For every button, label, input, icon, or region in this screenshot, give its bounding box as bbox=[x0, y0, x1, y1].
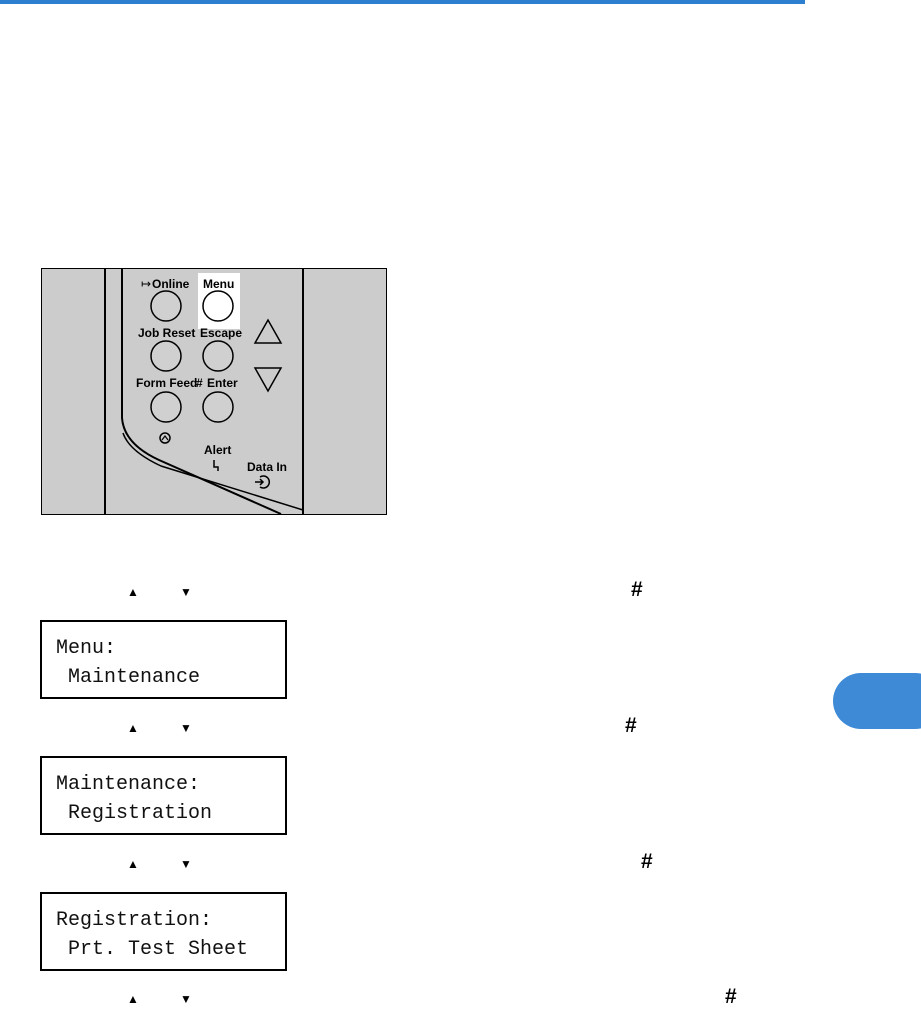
label-job-reset: Job Reset bbox=[138, 326, 196, 340]
hash-key-icon: # bbox=[631, 578, 643, 601]
label-online: Online bbox=[152, 277, 190, 291]
job-reset-button[interactable] bbox=[151, 341, 181, 371]
up-arrow-icon: ▲ bbox=[127, 585, 139, 599]
label-enter: Enter bbox=[207, 376, 238, 390]
down-arrow-icon: ▼ bbox=[180, 857, 192, 871]
down-arrow-icon: ▼ bbox=[180, 585, 192, 599]
up-arrow-icon: ▲ bbox=[127, 721, 139, 735]
label-form-feed: Form Feed bbox=[136, 376, 198, 390]
up-arrow-icon: ▲ bbox=[127, 992, 139, 1006]
label-data-in: Data In bbox=[247, 460, 288, 474]
step-instruction bbox=[0, 850, 805, 875]
hash-key-icon: # bbox=[725, 985, 737, 1008]
control-panel-illustration bbox=[41, 268, 387, 515]
label-alert: Alert bbox=[204, 443, 232, 457]
label-menu: Menu bbox=[203, 277, 235, 291]
escape-button[interactable] bbox=[203, 341, 233, 371]
form-feed-button[interactable] bbox=[151, 392, 181, 422]
lcd-line-1: Maintenance: bbox=[56, 773, 201, 796]
menu-button[interactable] bbox=[203, 291, 233, 321]
up-arrow-icon: ▲ bbox=[127, 857, 139, 871]
step-instruction bbox=[0, 714, 805, 739]
down-arrow-icon: ▼ bbox=[180, 992, 192, 1006]
down-arrow-icon: ▼ bbox=[180, 721, 192, 735]
label-escape: Escape bbox=[200, 326, 243, 340]
lcd-line-2: Prt. Test Sheet bbox=[56, 938, 249, 961]
hash-key-icon: # bbox=[641, 850, 653, 873]
label-enter-hash: # bbox=[196, 376, 203, 390]
lcd-line-2: Registration bbox=[56, 802, 213, 825]
step-instruction bbox=[0, 985, 805, 1010]
step-instruction bbox=[0, 578, 805, 603]
header-rule bbox=[0, 0, 805, 4]
online-button[interactable] bbox=[151, 291, 181, 321]
online-arrow-icon: ↦ bbox=[141, 277, 152, 291]
lcd-line-1: Menu: bbox=[56, 637, 117, 660]
lcd-line-2: Maintenance bbox=[56, 666, 201, 689]
hash-key-icon: # bbox=[625, 714, 637, 737]
lcd-line-1: Registration: bbox=[56, 909, 213, 932]
lcd-display bbox=[40, 620, 287, 699]
lcd-display bbox=[40, 756, 287, 835]
enter-button[interactable] bbox=[203, 392, 233, 422]
chapter-tab bbox=[833, 673, 921, 729]
lcd-display bbox=[40, 892, 287, 971]
